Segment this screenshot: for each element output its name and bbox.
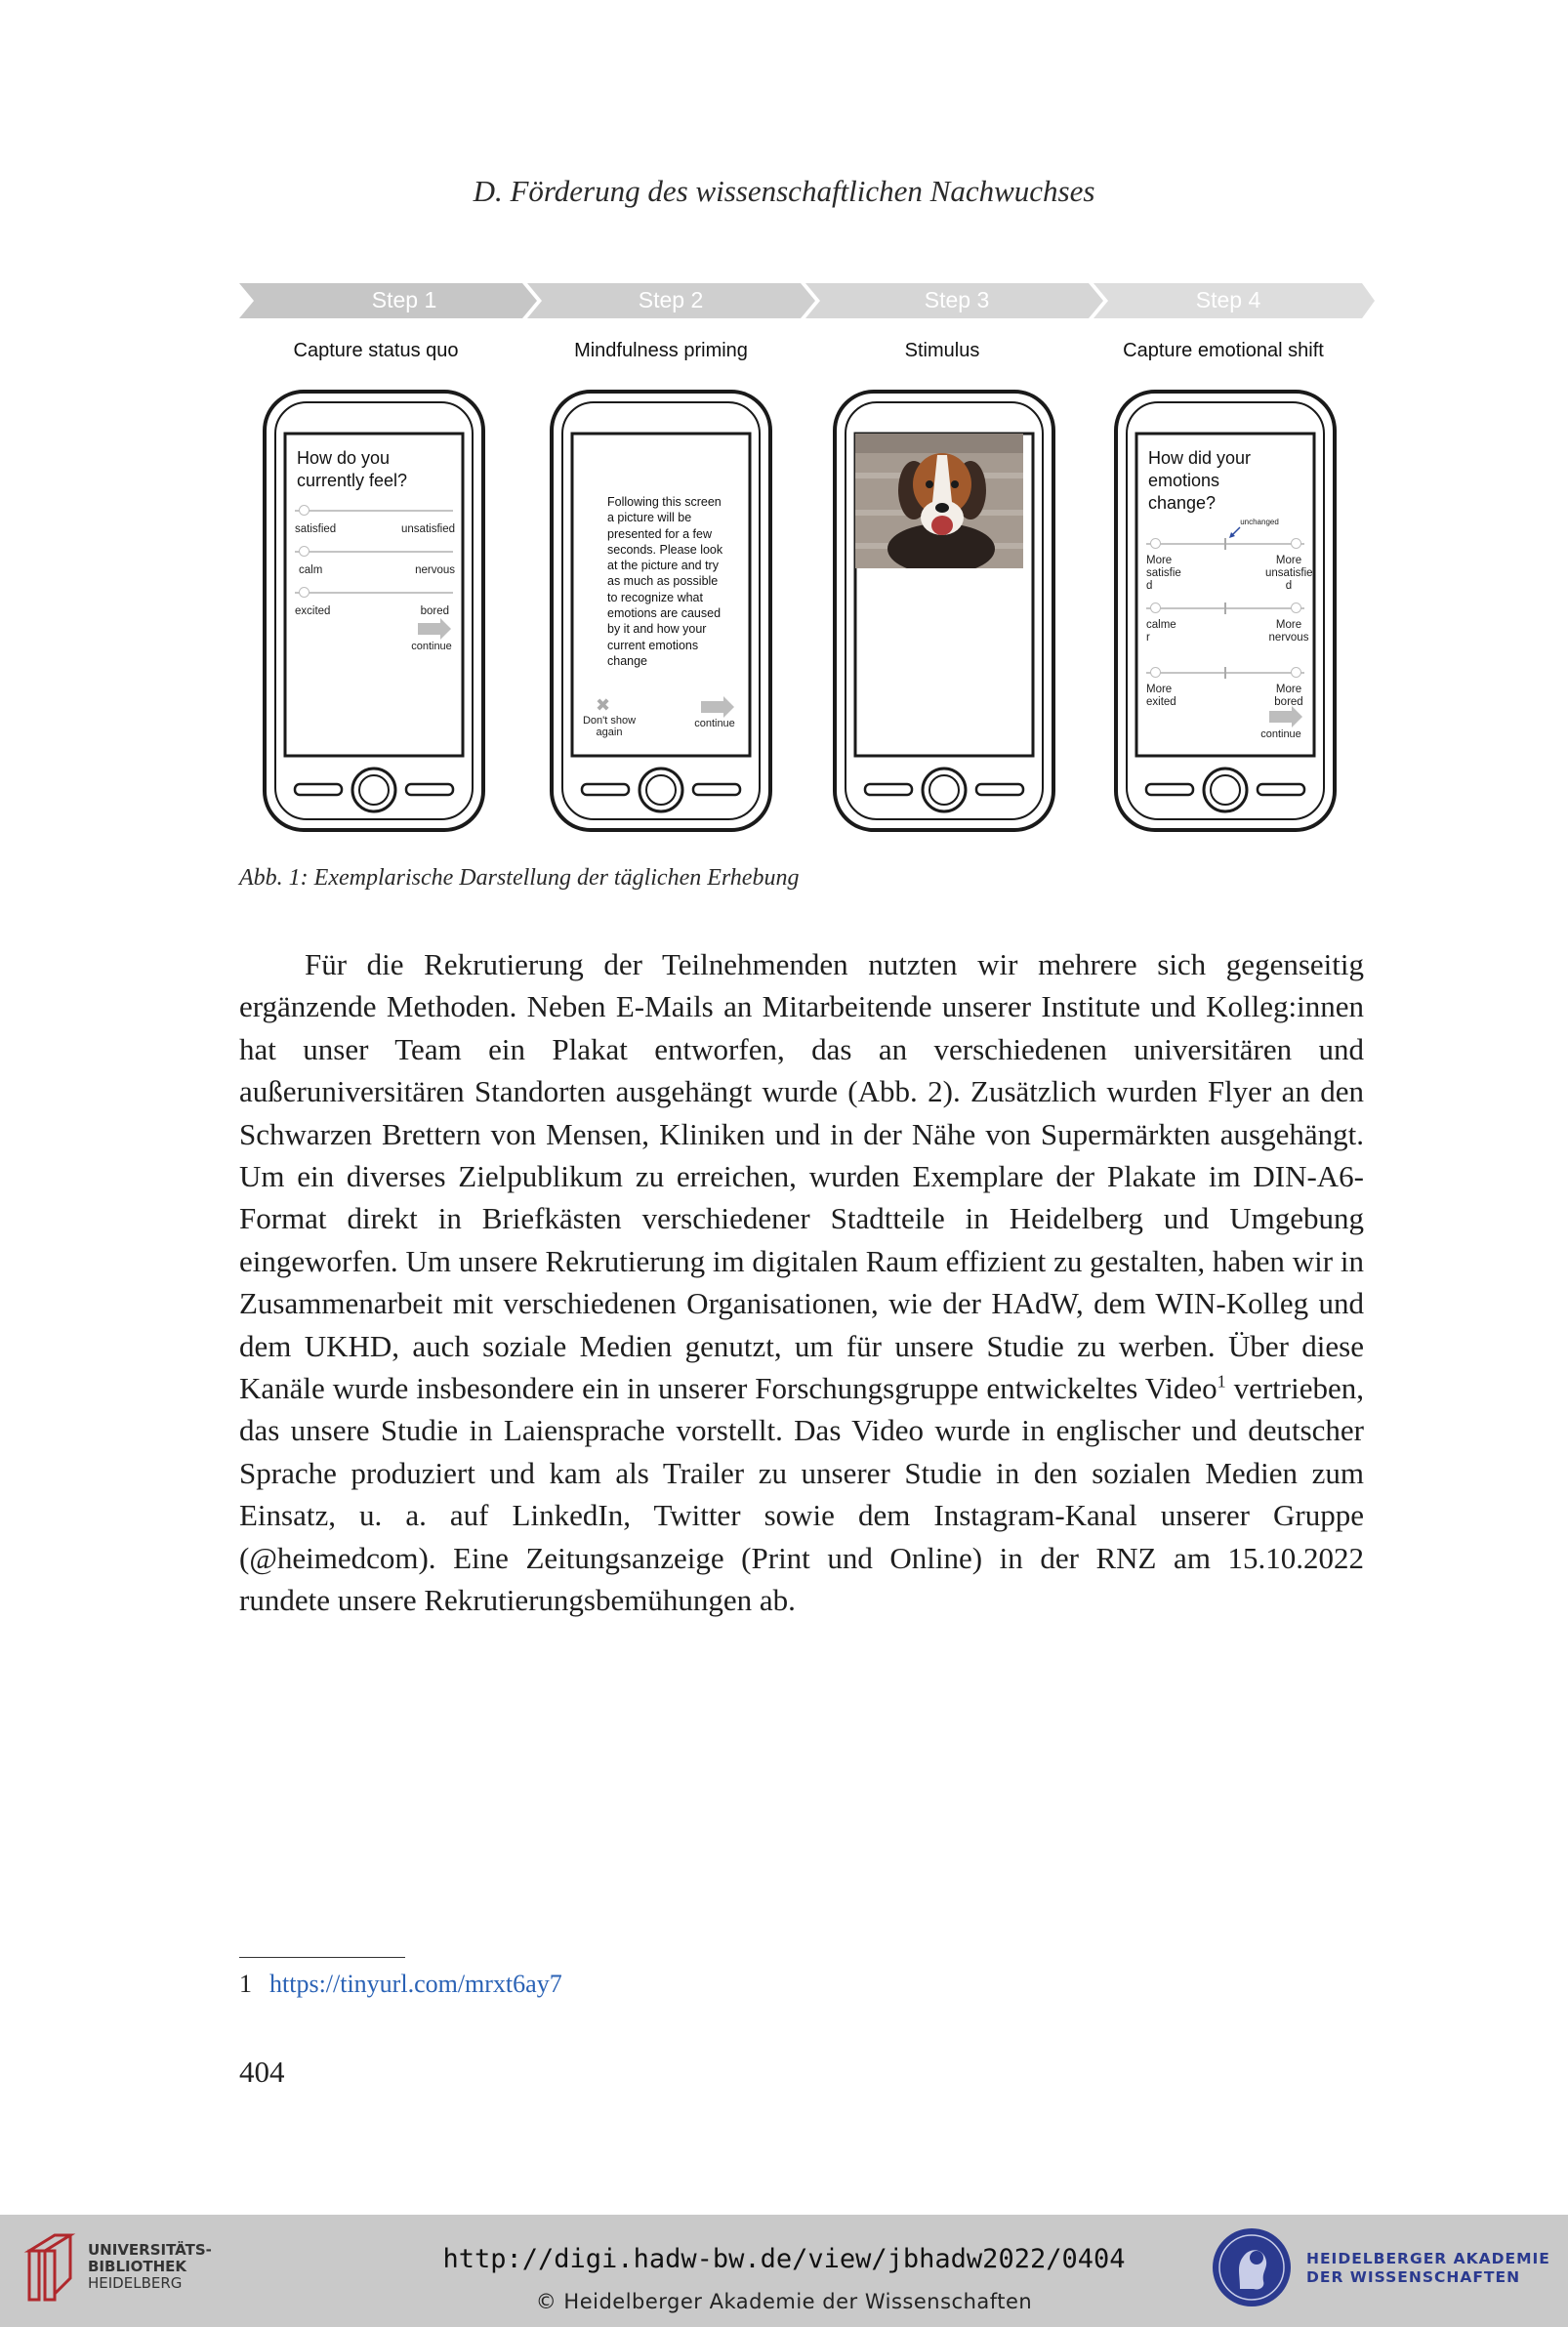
figure-daily-survey <box>234 281 1377 848</box>
phone-3-screen <box>855 434 1033 756</box>
priming-instructions: Following this screen a picture will be presented for a few seconds. Please look at the picture and try as much as possible to recognize what emotions are caused by it and how your current emotions change <box>607 495 723 668</box>
page-number: 404 <box>239 2055 285 2089</box>
continue-label[interactable]: continue <box>411 641 452 652</box>
hadw-seal-icon <box>1211 2226 1293 2308</box>
body-text <box>239 943 1364 1622</box>
step-4-label: Step 4 <box>1195 287 1261 312</box>
slider-knob[interactable] <box>1150 667 1161 678</box>
footnote-link[interactable]: https://tinyurl.com/mrxt6ay7 <box>269 1970 562 1998</box>
label-more-nervous: More nervous <box>1268 619 1309 644</box>
paragraph-1-part-a: Für die Rekrutierung der Teilnehmenden nutzten wir mehrere sich gegenseitig ergänzende Methoden. Neben E-Mails an Mitarbeitende unserer Institute und Kolleg:innen hat unser Team ein Plakat entworfen, das an verschiedenen universitären und außeruniversitären Standorten ausgehängt wurde (Abb. 2). Zusätzlich wurden Flyer an den Schwarzen Brettern von Mensen, Kliniken und in der Nähe von Supermärkten ausgehängt. Um ein diverses Zielpublikum zu erreichen, wurden Exemplare der Plakate im DIN-A6-Format direkt in Briefkästen verschiedener Stadtteile in Heidelberg und Umgebung eingeworfen. Um unsere Rekrutierung im digitalen Raum effizient zu gestalten, haben wir in Zusammenarbeit mit verschiedenen Organisationen, wie der HAdW, dem WIN-Kolleg und dem UKHD, auch soziale Medien genutzt, um für unsere Studie zu werben. Über diese Kanäle wurde insbesondere ein in unserer Forschungsgruppe entwickeltes Video <box>239 947 1364 1406</box>
slider-track <box>295 551 453 553</box>
slider-track <box>295 592 453 594</box>
ub-line-2: BIBLIOTHEK <box>88 2258 186 2275</box>
phase-title-3: Stimulus <box>904 340 980 361</box>
phone-1-screen <box>285 434 463 756</box>
center-tick <box>1224 667 1226 679</box>
step-1-label: Step 1 <box>371 287 437 312</box>
label-excited: excited <box>295 605 331 617</box>
label-bored: bored <box>420 605 449 617</box>
hadw-line-2: DER WISSENSCHAFTEN <box>1306 2268 1521 2286</box>
hadw-line-1: HEIDELBERGER AKADEMIE <box>1306 2250 1550 2267</box>
figure-caption: Abb. 1: Exemplarische Darstellung der täglichen Erhebung <box>239 865 800 891</box>
footnote <box>239 1970 562 1999</box>
label-more-exited: More exited <box>1146 684 1176 708</box>
continue-arrow-icon[interactable] <box>418 623 441 635</box>
label-nervous: nervous <box>415 564 455 576</box>
ub-line-3: HEIDELBERG <box>88 2274 183 2292</box>
phase-title-4: Capture emotional shift <box>1123 340 1324 361</box>
paragraph-1-part-b: vertrieben, das unsere Studie in Laiensprache vorstellt. Das Video wurde in englischer und deutscher Sprache produziert und kam als Trailer zu unserer Studie in den sozialen Medien zum Einsatz, u. a. auf LinkedIn, Twitter sowie dem Instagram-Kanal unserer Gruppe (@heimedcom). Eine Zeitungsanzeige (Print und Online) in der RNZ am 15.10.2022 rundete unsere Rekrutierungsbemühungen ab. <box>239 1371 1364 1618</box>
phone-2 <box>549 389 773 833</box>
unchanged-arrow-icon <box>1228 525 1242 539</box>
label-unsatisfied: unsatisfied <box>401 523 455 535</box>
footer-url-link[interactable]: http://digi.hadw-bw.de/view/jbhadw2022/0404 <box>442 2244 1126 2274</box>
phase-title-1: Capture status quo <box>293 340 459 361</box>
label-satisfied: satisfied <box>295 523 337 535</box>
phone-3 <box>832 389 1056 833</box>
center-tick <box>1224 603 1226 614</box>
dont-show-again-label[interactable]: Don't show again <box>582 715 637 738</box>
label-calmer: calme r <box>1146 619 1176 644</box>
step-2-label: Step 2 <box>638 287 704 312</box>
footnote-number: 1 <box>239 1970 252 1998</box>
phone-4 <box>1113 389 1338 833</box>
continue-label[interactable]: continue <box>1260 728 1301 740</box>
footnote-reference[interactable]: 1 <box>1217 1371 1226 1392</box>
slider-knob[interactable] <box>1150 603 1161 613</box>
slider-knob[interactable] <box>299 587 309 598</box>
label-calm: calm <box>299 564 323 576</box>
slider-knob[interactable] <box>1291 538 1301 549</box>
center-tick <box>1224 538 1226 550</box>
phone-1 <box>262 389 486 833</box>
continue-arrow-icon[interactable] <box>701 701 724 713</box>
continue-label[interactable]: continue <box>694 718 735 729</box>
slider-knob[interactable] <box>1291 603 1301 613</box>
label-more-satisfied: More satisfie d <box>1146 555 1181 592</box>
footer-copyright: © Heidelberger Akademie der Wissenschaften <box>535 2290 1033 2313</box>
shift-question: How did your emotions change? <box>1148 448 1252 513</box>
continue-arrow-icon[interactable] <box>1269 711 1293 723</box>
slider-knob[interactable] <box>1150 538 1161 549</box>
slider-track <box>295 510 453 512</box>
footnote-divider <box>239 1957 405 1958</box>
running-head: D. Förderung des wissenschaftlichen Nachwuchses <box>473 174 1095 208</box>
step-3-label: Step 3 <box>924 287 990 312</box>
slider-knob[interactable] <box>299 505 309 516</box>
label-more-bored: More bored <box>1274 684 1303 708</box>
slider-knob[interactable] <box>299 546 309 557</box>
slider-knob[interactable] <box>1291 667 1301 678</box>
label-more-unsatisfied: More unsatisfie d <box>1265 555 1313 592</box>
dog-photo-image <box>855 434 1023 568</box>
phone-2-screen <box>572 434 750 756</box>
status-question: How do you currently feel? <box>297 448 408 490</box>
ub-line-1: UNIVERSITÄTS- <box>88 2241 212 2259</box>
paragraph-1 <box>239 943 1364 1622</box>
phase-title-2: Mindfulness priming <box>574 340 748 361</box>
phone-4-screen <box>1136 434 1314 756</box>
close-x-icon[interactable]: ✖ <box>596 695 611 715</box>
unchanged-label: unchanged <box>1240 518 1279 526</box>
hadw-wordmark <box>1306 2250 1550 2287</box>
